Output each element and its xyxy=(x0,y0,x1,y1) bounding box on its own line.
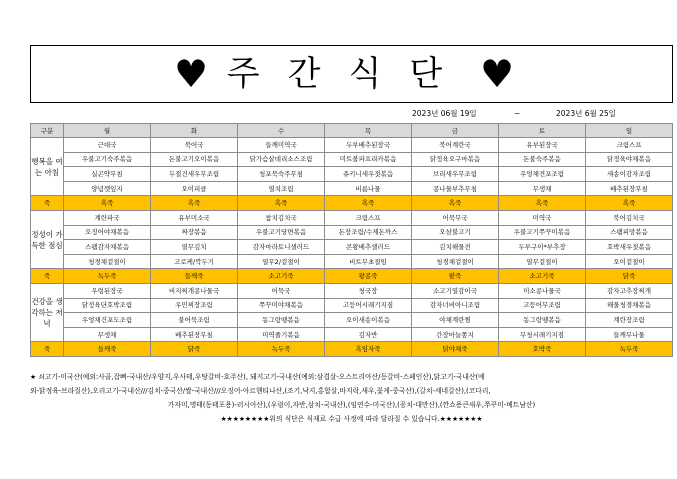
menu-change-notice: ★★★★★★★★위의 식단은 식재료 수급 사정에 따라 달라질 수 있습니다.★★★★★★★ xyxy=(220,415,483,423)
origin-note-line: ★ 쇠고기-미국산(예외:사골,잡뼈-국내산/우양지,우사태,우탕갈비-호주산), 돼지고기-국내산(예외:삼겹살-오스트리아산/등갈비-스페인산),닭고기-국내산(예 xyxy=(30,373,485,381)
menu-item: 들깨무나물 xyxy=(586,327,673,342)
menu-item: 해물청경채볶음 xyxy=(586,298,673,313)
porridge-item: 녹두죽 xyxy=(64,269,151,284)
menu-item: 들깨미역국 xyxy=(238,138,325,153)
date-separator: ~ xyxy=(514,109,521,118)
menu-item: 돈불고기오이볶음 xyxy=(151,152,238,167)
porridge-item: 흑죽 xyxy=(499,196,586,211)
menu-item: 양념깻잎지 xyxy=(64,181,151,196)
porridge-item: 녹두죽 xyxy=(586,342,673,357)
page-title: 주간식단 xyxy=(226,54,471,94)
menu-item: 열무김치 xyxy=(151,240,238,255)
menu-item: 근대국 xyxy=(64,138,151,153)
porridge-item: 흑죽 xyxy=(64,196,151,211)
porridge-item: 소고기죽 xyxy=(499,269,586,284)
menu-item: 우불고기쭈꾸미볶음 xyxy=(499,225,586,240)
menu-item: 브리새우무조림 xyxy=(412,167,499,182)
menu-item: 무청시래기지짐 xyxy=(499,327,586,342)
table-row xyxy=(31,138,673,153)
menu-item: 스팸피망볶음 xyxy=(586,225,673,240)
menu-item: 불어묵조림 xyxy=(151,313,238,328)
table-row xyxy=(31,313,673,328)
porridge-item: 흑죽 xyxy=(586,196,673,211)
menu-item: 미역줄기볶음 xyxy=(238,327,325,342)
menu-item: 무생채 xyxy=(499,181,586,196)
porridge-item: 흑죽 xyxy=(412,196,499,211)
menu-item: 오이겉절이 xyxy=(586,254,673,269)
porridge-label: 죽 xyxy=(31,269,64,284)
menu-item: 감자고추장찌개 xyxy=(586,283,673,298)
menu-item: 감자너비아니조림 xyxy=(412,298,499,313)
porridge-item: 호박죽 xyxy=(499,342,586,357)
menu-item: 스팸감자채볶음 xyxy=(64,240,151,255)
menu-item: 야채계란찜 xyxy=(412,313,499,328)
menu-item: 오이새송이볶음 xyxy=(325,313,412,328)
table-row xyxy=(31,152,673,167)
menu-item: 계란장조림 xyxy=(586,313,673,328)
menu-item: 크림스프 xyxy=(586,138,673,153)
menu-item: 우엉채건포도조림 xyxy=(64,313,151,328)
menu-item: 오이피클 xyxy=(151,181,238,196)
menu-item: 닭정육야채볶음 xyxy=(586,152,673,167)
menu-item: 미소콩나물국 xyxy=(499,283,586,298)
menu-item: 새송이감자조림 xyxy=(586,167,673,182)
menu-item: 비름나물 xyxy=(325,181,412,196)
porridge-item: 흑죽 xyxy=(325,196,412,211)
menu-item: 돈불숙주볶음 xyxy=(499,152,586,167)
porridge-item: 흑죽 xyxy=(238,196,325,211)
porridge-row xyxy=(31,196,673,211)
menu-item: 우엉채견포조림 xyxy=(499,167,586,182)
menu-item: 크림스프 xyxy=(325,210,412,225)
origin-note-line: 외-닭정육-브라질산),오리고기-국내산///김치-중국산/쌀-국내산///오징어-아르헨티나산,(조기,낙지,홍합살,바지락,새우,꽃게-중국산),(갈치-세네갈산),(코다리, xyxy=(30,387,491,395)
menu-item: 비트무초절임 xyxy=(325,254,412,269)
menu-item: 김자반 xyxy=(325,327,412,342)
porridge-item: 닭죽 xyxy=(151,342,238,357)
table-row xyxy=(31,283,673,298)
menu-item: 열무겉절이 xyxy=(499,254,586,269)
menu-item: 쭈꾸미야채볶음 xyxy=(238,298,325,313)
meal-label: 정성이 가득한 점심 xyxy=(31,210,64,268)
heart-left-icon: ♥ xyxy=(174,52,209,96)
meal-label: 행복을 여는 아침 xyxy=(31,138,64,196)
menu-body xyxy=(31,138,673,357)
porridge-item: 닭죽 xyxy=(586,269,673,284)
menu-item: 오징어야채볶음 xyxy=(64,225,151,240)
header-day: 금 xyxy=(412,124,499,138)
table-row xyxy=(31,240,673,255)
menu-item: 미트볼파프리카볶음 xyxy=(325,152,412,167)
menu-item: 두절건새우무조림 xyxy=(151,167,238,182)
menu-item: 비지찌개콩나물국 xyxy=(151,283,238,298)
menu-item: 오삼불고기 xyxy=(412,225,499,240)
table-row xyxy=(31,225,673,240)
table-row xyxy=(31,254,673,269)
origin-note-line: 가자미,명태(동태포용)-러시아산),(우렁이,자반,삼치-국내산),(임연수-미국산),(꽁치-대만산),(깐쇼용큰새우,쭈꾸미-베트남산) xyxy=(167,401,536,409)
porridge-item: 녹두죽 xyxy=(238,342,325,357)
table-row xyxy=(31,181,673,196)
menu-item: 청경채겉절이 xyxy=(64,254,151,269)
menu-item: 우불고기당면볶음 xyxy=(238,225,325,240)
menu-item: 짜장볶음 xyxy=(151,225,238,240)
menu-item: 실곤약무침 xyxy=(64,167,151,182)
menu-item: 돈장조림/수제돈까스 xyxy=(325,225,412,240)
date-start: 2023년 06월 19일 xyxy=(412,109,477,118)
menu-item: 감자마라토니샐러드 xyxy=(238,240,325,255)
menu-item: 북어계란국 xyxy=(412,138,499,153)
menu-item: 콩나물부추무침 xyxy=(412,181,499,196)
menu-item: 김치해물전 xyxy=(412,240,499,255)
menu-item: 쥬키니새우젓볶음 xyxy=(325,167,412,182)
menu-item: 청포묵숙주무침 xyxy=(238,167,325,182)
porridge-item: 들깨죽 xyxy=(151,269,238,284)
menu-item: 닭정육단호박조림 xyxy=(64,298,151,313)
menu-item: 무생채 xyxy=(64,327,151,342)
porridge-item: 팥죽 xyxy=(412,269,499,284)
menu-item: 열치조림 xyxy=(238,181,325,196)
menu-item: 우민찌장조림 xyxy=(151,298,238,313)
header-corner: 구분 xyxy=(31,124,64,138)
porridge-item: 왕콩죽 xyxy=(325,269,412,284)
table-row xyxy=(31,327,673,342)
header-day: 일 xyxy=(586,124,673,138)
menu-item: 유부된장국 xyxy=(499,138,586,153)
menu-item: 배추된장무침 xyxy=(151,327,238,342)
porridge-item: 소고기죽 xyxy=(238,269,325,284)
menu-item: 우불고기숙주볶음 xyxy=(64,152,151,167)
header-day: 토 xyxy=(499,124,586,138)
heart-right-icon: ♥ xyxy=(480,52,515,96)
table-row xyxy=(31,298,673,313)
menu-item: 콘왕배추샐러드 xyxy=(325,240,412,255)
menu-item: 닭가슴살데리소스조림 xyxy=(238,152,325,167)
title-box xyxy=(30,45,673,103)
header-day: 수 xyxy=(238,124,325,138)
porridge-row xyxy=(31,269,673,284)
menu-item: 미역국 xyxy=(499,210,586,225)
table-row xyxy=(31,210,673,225)
meal-label: 건강을 생각하는 저녁 xyxy=(31,283,64,341)
menu-item: 동그랑땡볶음 xyxy=(238,313,325,328)
menu-item: 두부배추된장국 xyxy=(325,138,412,153)
menu-item: 동그랑땡볶음 xyxy=(499,313,586,328)
menu-item: 북어국 xyxy=(151,138,238,153)
porridge-label: 죽 xyxy=(31,196,64,211)
menu-item: 고로케/깍두기 xyxy=(151,254,238,269)
porridge-row xyxy=(31,342,673,357)
header-day: 화 xyxy=(151,124,238,138)
menu-item: 고등어무조림 xyxy=(499,298,586,313)
header-day: 목 xyxy=(325,124,412,138)
menu-item: 고등어시래기지짐 xyxy=(325,298,412,313)
menu-item: 두부구이*부추장 xyxy=(499,240,586,255)
porridge-item: 흑죽 xyxy=(151,196,238,211)
table-header-row xyxy=(31,124,673,138)
porridge-label: 죽 xyxy=(31,342,64,357)
date-range xyxy=(30,107,673,121)
menu-item: 어묵무국 xyxy=(412,210,499,225)
menu-item: 소고기열감이국 xyxy=(412,283,499,298)
menu-item: 유부미소국 xyxy=(151,210,238,225)
menu-item: 우렁된장국 xyxy=(64,283,151,298)
menu-item: 청국장 xyxy=(325,283,412,298)
porridge-item: 닭야채죽 xyxy=(412,342,499,357)
notes xyxy=(30,370,673,426)
menu-item: 닭정육오구마볶음 xyxy=(412,152,499,167)
menu-item: 북어김치국 xyxy=(586,210,673,225)
date-end: 2023년 6월 25일 xyxy=(556,109,616,118)
menu-item: 청경채겉절이 xyxy=(412,254,499,269)
menu-item: 배추된장무침 xyxy=(586,181,673,196)
menu-item: 계란파국 xyxy=(64,210,151,225)
menu-item: 간장마늘쫑지 xyxy=(412,327,499,342)
weekly-menu-table xyxy=(30,123,673,357)
table-row xyxy=(31,167,673,182)
menu-item: 호박새우젓볶음 xyxy=(586,240,673,255)
porridge-item: 흑임자죽 xyxy=(325,342,412,357)
menu-item: 어묵국 xyxy=(238,283,325,298)
porridge-item: 들깨죽 xyxy=(64,342,151,357)
menu-item: 열무2/겉절이 xyxy=(238,254,325,269)
menu-item: 참치김치국 xyxy=(238,210,325,225)
header-day: 월 xyxy=(64,124,151,138)
